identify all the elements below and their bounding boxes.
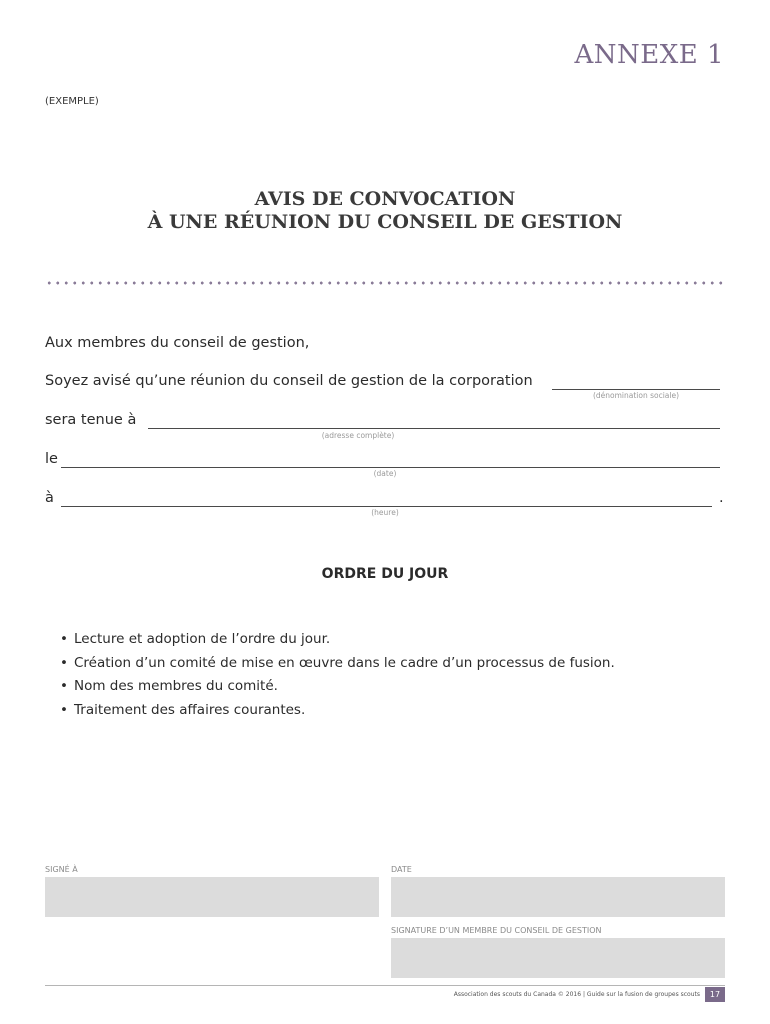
agenda-heading: ORDRE DU JOUR: [321, 566, 449, 582]
footer-credit: Association des scouts du Canada © 2016 | Guide sur la fusion de groupes scouts: [453, 991, 700, 998]
address-field[interactable]: [148, 428, 720, 429]
page-number: 17: [705, 987, 725, 1002]
date-signature-field[interactable]: [391, 877, 725, 917]
document-title-line-2: À UNE RÉUNION DU CONSEIL DE GESTION: [147, 211, 623, 233]
agenda-item: • Lecture et adoption de l’ordre du jour.: [60, 628, 615, 652]
time-hint: (heure): [371, 508, 399, 517]
signed-at-label: SIGNÉ À: [45, 865, 78, 874]
date-field[interactable]: [61, 467, 720, 468]
signature-label: SIGNATURE D’UN MEMBRE DU CONSEIL DE GESTION: [391, 926, 602, 935]
signed-at-field[interactable]: [45, 877, 379, 917]
corporation-name-hint: (dénomination sociale): [592, 391, 680, 400]
annexe-heading: ANNEXE 1: [574, 40, 724, 70]
footer-divider: [45, 985, 725, 986]
address-line-text: sera tenue à: [45, 412, 137, 428]
time-field[interactable]: [61, 506, 712, 507]
agenda-item: • Traitement des affaires courantes.: [60, 699, 615, 723]
date-signature-label: DATE: [391, 865, 412, 874]
agenda-item: • Création d’un comité de mise en œuvre dans le cadre d’un processus de fusion.: [60, 652, 615, 676]
exemple-label: (EXEMPLE): [45, 96, 99, 107]
greeting-text: Aux membres du conseil de gestion,: [45, 335, 310, 351]
corporation-name-field[interactable]: [552, 389, 720, 390]
time-line-text: à: [45, 490, 54, 506]
dotted-divider: [45, 279, 725, 287]
address-hint: (adresse complète): [321, 431, 395, 440]
signature-field[interactable]: [391, 938, 725, 978]
date-hint: (date): [373, 469, 397, 478]
document-title-line-1: AVIS DE CONVOCATION: [254, 188, 516, 210]
agenda-list: [60, 628, 615, 722]
agenda-item: • Nom des membres du comité.: [60, 675, 615, 699]
date-line-text: le: [45, 451, 58, 467]
corporation-line-text: Soyez avisé qu’une réunion du conseil de gestion de la corporation: [45, 373, 533, 389]
time-line-period: .: [719, 490, 724, 506]
